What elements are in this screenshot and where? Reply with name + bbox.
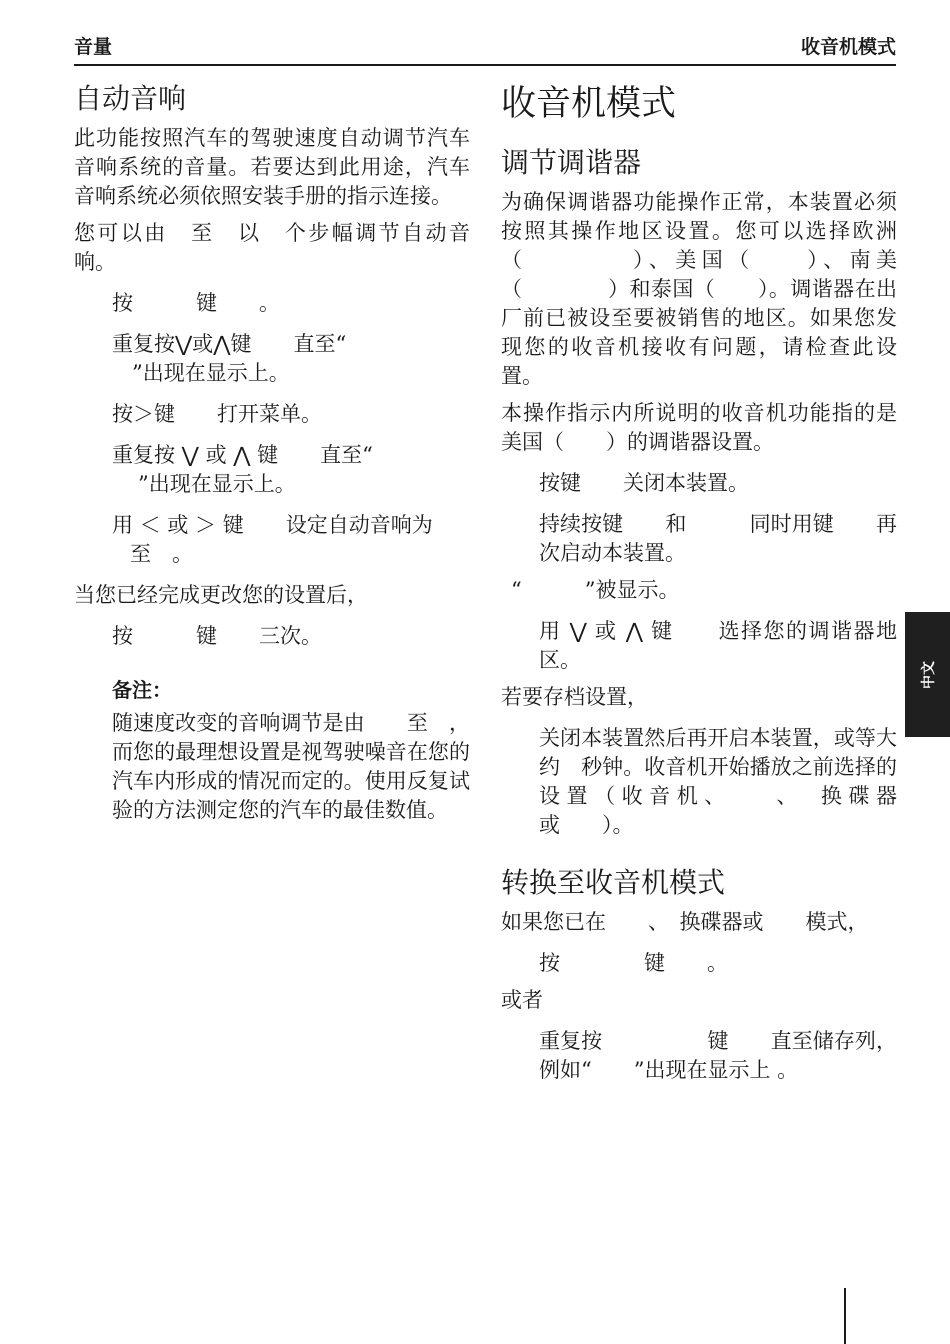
after-change-text: 当您已经完成更改您的设置后，: [74, 583, 368, 607]
note-text: 随速度改变的音响调节是由 至 ，而您的最理想设置是视驾驶噪音在您的汽车内形成的情况而定的。使用反复试验的方法测定您的汽车的最佳数值。: [112, 711, 470, 822]
auto-volume-intro: 此功能按照汽车的驾驶速度自动调节汽车音响系统的音量。若要达到此用途，汽车音响系统必须依照安装手册的指示连接。: [74, 126, 470, 208]
header-section-left: 音量: [74, 36, 113, 58]
step-press-key: 按 键 。: [112, 291, 280, 315]
step-repeat-press-b-cont: ”出现在显示上。: [138, 472, 296, 496]
step-restart-device: 关闭本装置然后再开启本装置，或等大约 秒钟。收音机开始播放之前选择的设置（收音机、 、 换碟器或 ）。: [539, 726, 897, 837]
language-tab-label: 中文: [920, 660, 937, 689]
step-repeat-press-a-cont: ”出现在显示上。: [132, 361, 290, 385]
tuner-setting-heading: 调节调谐器: [501, 146, 642, 179]
step-set-auto-volume: 用 ＜ 或 ＞ 键 设定自动音响为: [112, 513, 433, 537]
right-column: [501, 82, 897, 1093]
auto-volume-heading: 自动音响: [74, 82, 187, 115]
save-setting-text: 若要存档设置，: [501, 685, 648, 709]
language-side-tab: [905, 612, 950, 737]
or-text: 或者: [501, 988, 543, 1012]
auto-volume-range: 您可以由 至 以 个步幅调节自动音响。: [74, 221, 470, 274]
step-display-shown: “ ”被显示。: [511, 578, 680, 602]
note-label: 备注：: [112, 678, 172, 702]
switch-radio-text: 如果您已在 、 换碟器或 模式，: [501, 910, 869, 934]
tuner-usa-text: 本操作指示内所说明的收音机功能指的是美国（ ）的调谐器设置。: [501, 401, 897, 454]
tuner-region-text: 为确保调谐器功能操作正常，本装置必须按照其操作地区设置。您可以选择欧洲（ ）、美国（ ）、南美（ ）和泰国（ ）。调谐器在出厂前已被设至要被销售的地区。如果您发现您的收音机接收有问题，请检查此设置。: [501, 190, 897, 388]
step-select-region: 用 ⋁ 或 ⋀ 键 选择您的调谐器地区。: [539, 619, 897, 672]
step-set-auto-volume-cont: 至 。: [130, 542, 193, 566]
step-open-menu: 按＞键 打开菜单。: [112, 402, 322, 426]
switch-radio-heading: 转换至收音机模式: [501, 866, 726, 899]
step-repeat-press-a: 重复按⋁或⋀键 直至“: [112, 332, 347, 356]
page-header: [74, 30, 896, 66]
step-hold-keys: 持续按键 和 同时用键 再次启动本装置。: [539, 512, 897, 565]
radio-mode-title: 收音机模式: [501, 84, 677, 124]
step-repeat-until-memory: 重复按 键 直至储存列，例如“ ”出现在显示上 。: [539, 1029, 897, 1082]
step-repeat-press-b: 重复按 ⋁ 或 ⋀ 键 直至“: [112, 443, 373, 467]
left-column: [74, 82, 470, 833]
step-press-three-times: 按 键 三次。: [112, 624, 322, 648]
step-press-band-key: 按 键 。: [539, 951, 728, 975]
page-number-bar: [844, 1288, 846, 1344]
header-section-right: 收音机模式: [800, 36, 896, 58]
step-power-off: 按键 关闭本装置。: [539, 471, 749, 495]
